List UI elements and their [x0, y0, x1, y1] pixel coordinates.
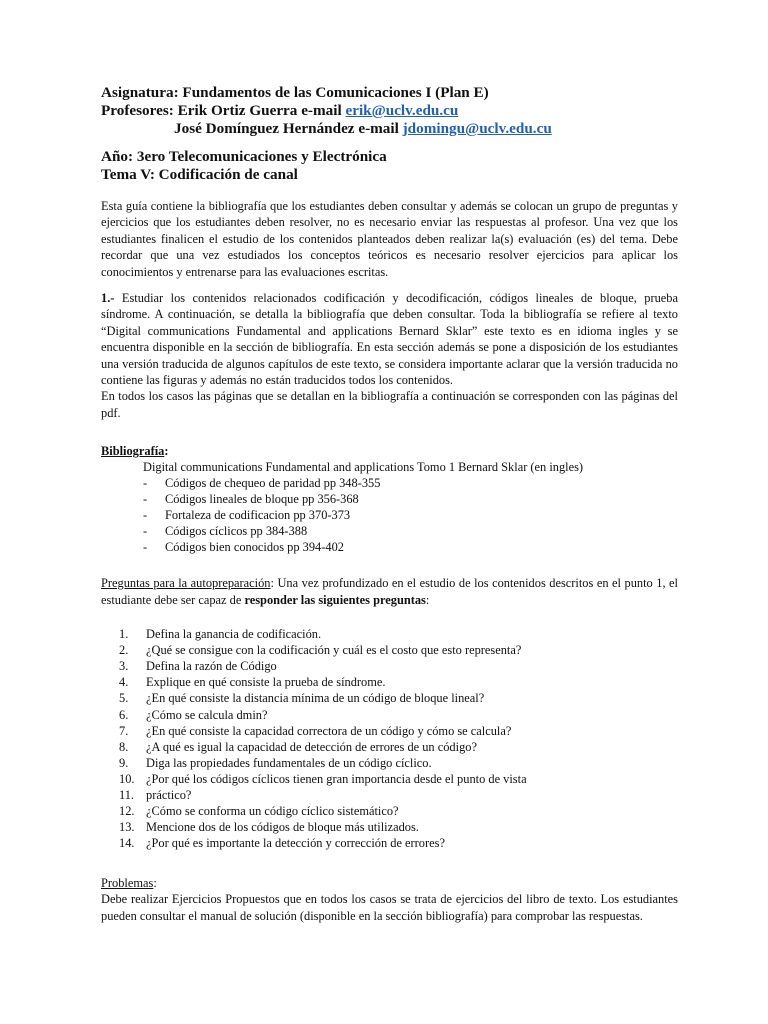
problems-title: Problemas: [101, 876, 154, 891]
questions-list: [101, 626, 678, 851]
bibliography-source: Digital communications Fundamental and applications Tomo 1 Bernard Sklar (en ingles): [143, 460, 584, 475]
question-item: 14. ¿Por qué es importante la detección y corrección de errores?: [119, 836, 445, 851]
point-1-text: Estudiar los contenidos relacionados codificación y decodificación, códigos lineales de bloque, prueba síndrome. A continuación, se detalla la bibliografía que deben consultar. Toda la bibliografía se refiere al texto “Digital communications Fundamental and applications Bernard Sklar” este texto es en idioma ingles y se encuentra disponible en la sección de bibliografía. En esta sección además se pone a disposición de los estudiantes una versión traducida de algunos capítulos de este texto, se considera importante aclarar que la versión traducida no contiene las figuras y además no están traducidos todos los contenidos.: [101, 291, 678, 388]
intro-paragraph: Esta guía contiene la bibliografía que los estudiantes deben consultar y además se colocan un grupo de preguntas y ejercicios que los estudiantes deben resolver, no es necesario enviar las respuestas al profesor. Una vez que los estudiantes finalicen el estudio de los contenidos planteados deben realizar la(s) evaluación (es) del tema. Debe recordar que una vez estudiados los conceptos teóricos es necesario resolver ejercicios para aplicar los conocimientos y entrenarse para las evaluaciones escritas.: [101, 199, 678, 279]
problems-paragraph: Debe realizar Ejercicios Propuestos que en todos los casos se trata de ejercicios del libro de texto. Los estudiantes pueden consultar el manual de solución (disponible en la sección bibliografía) para comprobar las respuestas.: [101, 892, 678, 923]
self-prep-paragraph: Preguntas para la autopreparación: Una vez profundizado en el estudio de los contenidos descritos en el punto 1, el estudiante debe ser capaz de responder las siguientes preguntas:: [101, 576, 679, 607]
bibliography-item: - Códigos de chequeo de paridad pp 348-355: [143, 476, 381, 491]
question-item: 6. ¿Cómo se calcula dmin?: [119, 707, 268, 722]
self-prep-emphasis: responder las siguientes preguntas: [244, 592, 426, 607]
question-item: 11. práctico?: [119, 788, 192, 803]
professors-line: [101, 102, 678, 120]
question-item: 8. ¿A qué es igual la capacidad de detección de errores de un código?: [119, 739, 477, 754]
question-item: 5. ¿En qué consiste la distancia mínima de un código de bloque lineal?: [119, 691, 485, 706]
point-1-paragraph: [101, 290, 678, 421]
subject-line: Asignatura: Fundamentos de las Comunicaciones I (Plan E): [101, 84, 489, 101]
topic-line: Tema V: Codificación de canal: [101, 166, 298, 183]
year-line: Año: 3ero Telecomunicaciones y Electrónica: [101, 148, 387, 165]
bibliography-heading: Bibliografía:: [101, 444, 169, 459]
bibliography-title: Bibliografía: [101, 444, 165, 459]
bibliography-item: - Fortaleza de codificacion pp 370-373: [143, 508, 351, 523]
question-item: 12. ¿Cómo se conforma un código cíclico sistemático?: [119, 804, 399, 819]
bibliography-item: - Códigos cíclicos pp 384-388: [143, 524, 308, 539]
second-professor-line: [101, 120, 678, 138]
point-1-label: 1.-: [101, 291, 115, 306]
point-1-note: En todos los casos las páginas que se detallan en la bibliografía a continuación se corresponden con las páginas del pdf.: [101, 389, 678, 420]
email-link-erik[interactable]: erik@uclv.edu.cu: [345, 102, 459, 119]
bibliography-item: - Códigos bien conocidos pp 394-402: [143, 540, 344, 555]
question-item: 10. ¿Por qué los códigos cíclicos tienen gran importancia desde el punto de vista: [119, 771, 527, 786]
self-prep-label: Preguntas para la autopreparación: [101, 576, 271, 591]
problems-heading: Problemas:: [101, 876, 157, 891]
second-professor-label: José Domínguez Hernández e-mail: [174, 120, 403, 137]
professors-label: Profesores: Erik Ortiz Guerra e-mail: [101, 102, 346, 119]
question-item: 7. ¿En qué consiste la capacidad correctora de un código y cómo se calcula?: [119, 723, 512, 738]
bibliography-list: [101, 475, 678, 555]
question-item: 13. Mencione dos de los códigos de bloque más utilizados.: [119, 820, 419, 835]
question-item: 2. ¿Qué se consigue con la codificación y cuál es el costo que esto representa?: [119, 643, 522, 658]
bibliography-item: - Códigos lineales de bloque pp 356-368: [143, 492, 359, 507]
question-item: 9. Diga las propiedades fundamentales de un código cíclico.: [119, 755, 432, 770]
question-item: 4. Explique en qué consiste la prueba de síndrome.: [119, 675, 386, 690]
question-item: 3. Defina la razón de Código: [119, 659, 277, 674]
question-item: 1. Defina la ganancia de codificación.: [119, 627, 322, 642]
document-header: [101, 84, 678, 184]
email-link-jdomingu[interactable]: jdomingu@uclv.edu.cu: [402, 120, 552, 137]
